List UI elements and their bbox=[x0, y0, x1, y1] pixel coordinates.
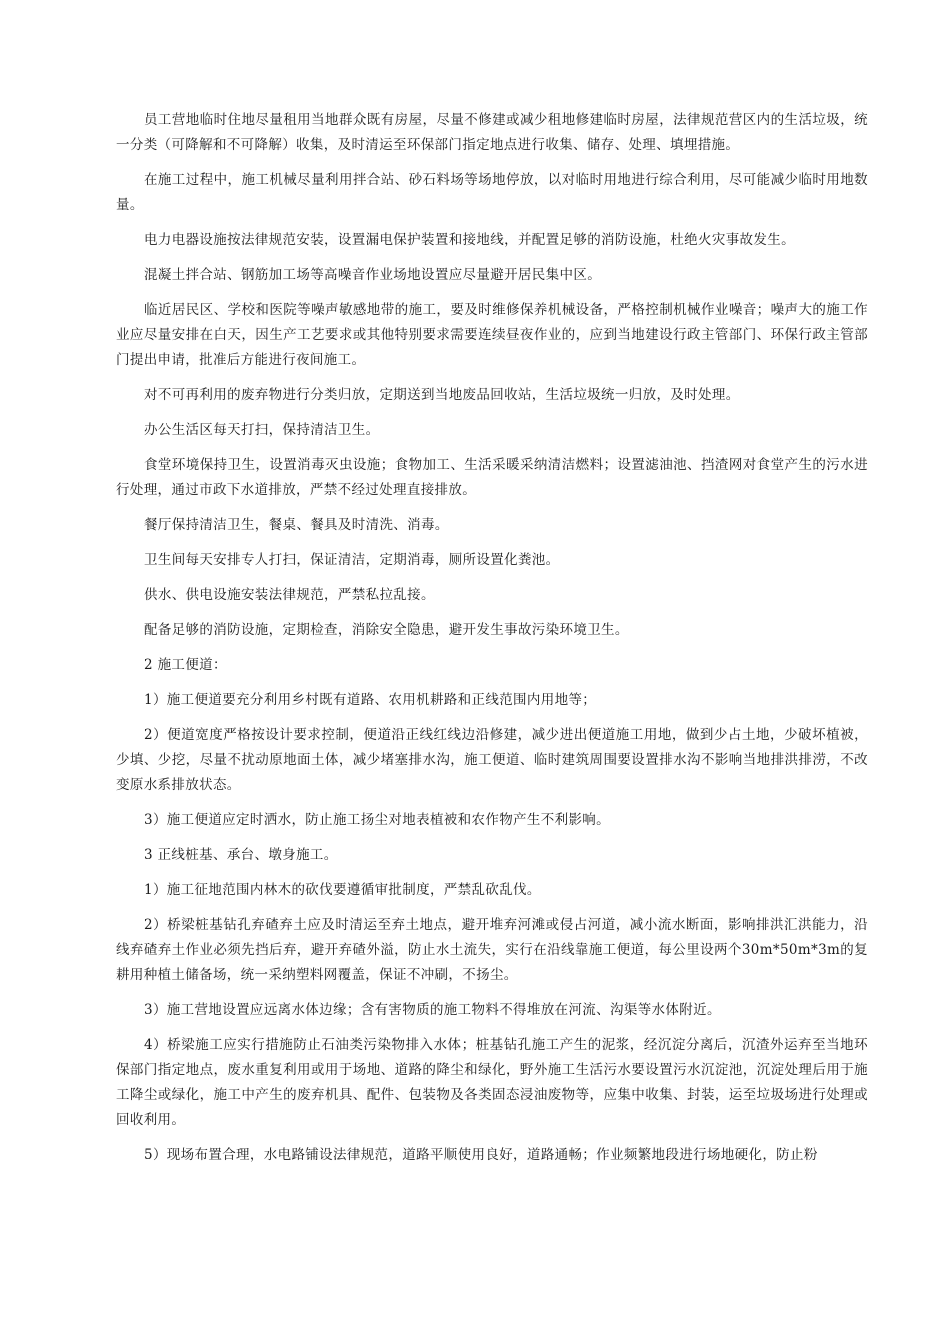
paragraph: 电力电器设施按法律规范安装，设置漏电保护装置和接地线，并配置足够的消防设施，杜绝火灾事故发生。 bbox=[144, 232, 795, 248]
list-item: 2）桥梁桩基钻孔弃碴弃土应及时清运至弃土地点，避开堆弃河滩或侵占河道，减小流水断面，影响排洪汇洪能力，沿线弃碴弃土作业必须先挡后弃，避开弃碴外溢，防止水土流失，实行在沿线靠施工便道，每公里设两个30m*50m*3m的复耕用种植土储备场，统一采纳塑料网覆盖，保证不冲刷，不扬尘。 bbox=[116, 917, 868, 983]
list-item: 4）桥梁施工应实行措施防止石油类污染物排入水体；桩基钻孔施工产生的泥浆，经沉淀分离后，沉渣外运弃至当地环保部门指定地点，废水重复利用或用于场地、道路的降尘和绿化，野外施工生活污水要设置污水沉淀池，沉淀处理后用于施工降尘或绿化，施工中产生的废弃机具、配件、包装物及各类固态浸油废物等，应集中收集、封装，运至垃圾场进行处理或回收利用。 bbox=[116, 1037, 868, 1128]
section-heading: 2 施工便道： bbox=[144, 657, 227, 673]
paragraph: 对不可再利用的废弃物进行分类归放，定期送到当地废品回收站，生活垃圾统一归放，及时处理。 bbox=[144, 387, 740, 403]
paragraph: 餐厅保持清洁卫生，餐桌、餐具及时清洗、消毒。 bbox=[144, 517, 449, 533]
list-item: 3）施工便道应定时洒水，防止施工扬尘对地表植被和农作物产生不利影响。 bbox=[144, 812, 610, 828]
list-item: 1）施工便道要充分利用乡村既有道路、农用机耕路和正线范围内用地等； bbox=[144, 692, 597, 708]
paragraph: 卫生间每天安排专人打扫，保证清洁，定期消毒，厕所设置化粪池。 bbox=[144, 552, 560, 568]
list-item: 3）施工营地设置应远离水体边缘；含有害物质的施工物料不得堆放在河流、沟渠等水体附近。 bbox=[144, 1002, 721, 1018]
paragraph: 办公生活区每天打扫，保持清洁卫生。 bbox=[144, 422, 380, 438]
paragraph: 食堂环境保持卫生，设置消毒灭虫设施；食物加工、生活采暖采纳清洁燃料；设置滤油池、挡渣网对食堂产生的污水进行处理，通过市政下水道排放，严禁不经过处理直接排放。 bbox=[116, 457, 868, 498]
list-item: 1）施工征地范围内林木的砍伐要遵循审批制度，严禁乱砍乱伐。 bbox=[144, 882, 541, 898]
list-item: 2）便道宽度严格按设计要求控制，便道沿正线红线边沿修建，减少进出便道施工用地，做到少占土地，少破坏植被，少填、少挖，尽量不扰动原地面土体，减少堵塞排水沟，施工便道、临时建筑周围要设置排水沟不影响当地排洪排涝，不改变原水系排放状态。 bbox=[116, 727, 868, 793]
document-page bbox=[116, 108, 868, 1178]
paragraph: 员工营地临时住地尽量租用当地群众既有房屋，尽量不修建或减少租地修建临时房屋，法律规范营区内的生活垃圾，统一分类（可降解和不可降解）收集，及时清运至环保部门指定地点进行收集、储存、处理、填埋措施。 bbox=[116, 112, 868, 153]
paragraph: 配备足够的消防设施，定期检查，消除安全隐患，避开发生事故污染环境卫生。 bbox=[144, 622, 629, 638]
paragraph: 混凝土拌合站、钢筋加工场等高噪音作业场地设置应尽量避开居民集中区。 bbox=[144, 267, 602, 283]
paragraph: 临近居民区、学校和医院等噪声敏感地带的施工，要及时维修保养机械设备，严格控制机械作业噪音；噪声大的施工作业应尽量安排在白天，因生产工艺要求或其他特别要求需要连续昼夜作业的，应到当地建设行政主管部门、环保行政主管部门提出申请，批准后方能进行夜间施工。 bbox=[116, 302, 868, 368]
paragraph: 在施工过程中，施工机械尽量利用拌合站、砂石料场等场地停放，以对临时用地进行综合利用，尽可能减少临时用地数量。 bbox=[116, 172, 868, 213]
section-heading: 3 正线桩基、承台、墩身施工。 bbox=[144, 847, 338, 863]
paragraph: 供水、供电设施安装法律规范，严禁私拉乱接。 bbox=[144, 587, 435, 603]
list-item: 5）现场布置合理，水电路铺设法律规范，道路平顺使用良好，道路通畅；作业频繁地段进行场地硬化，防止粉 bbox=[144, 1147, 818, 1163]
